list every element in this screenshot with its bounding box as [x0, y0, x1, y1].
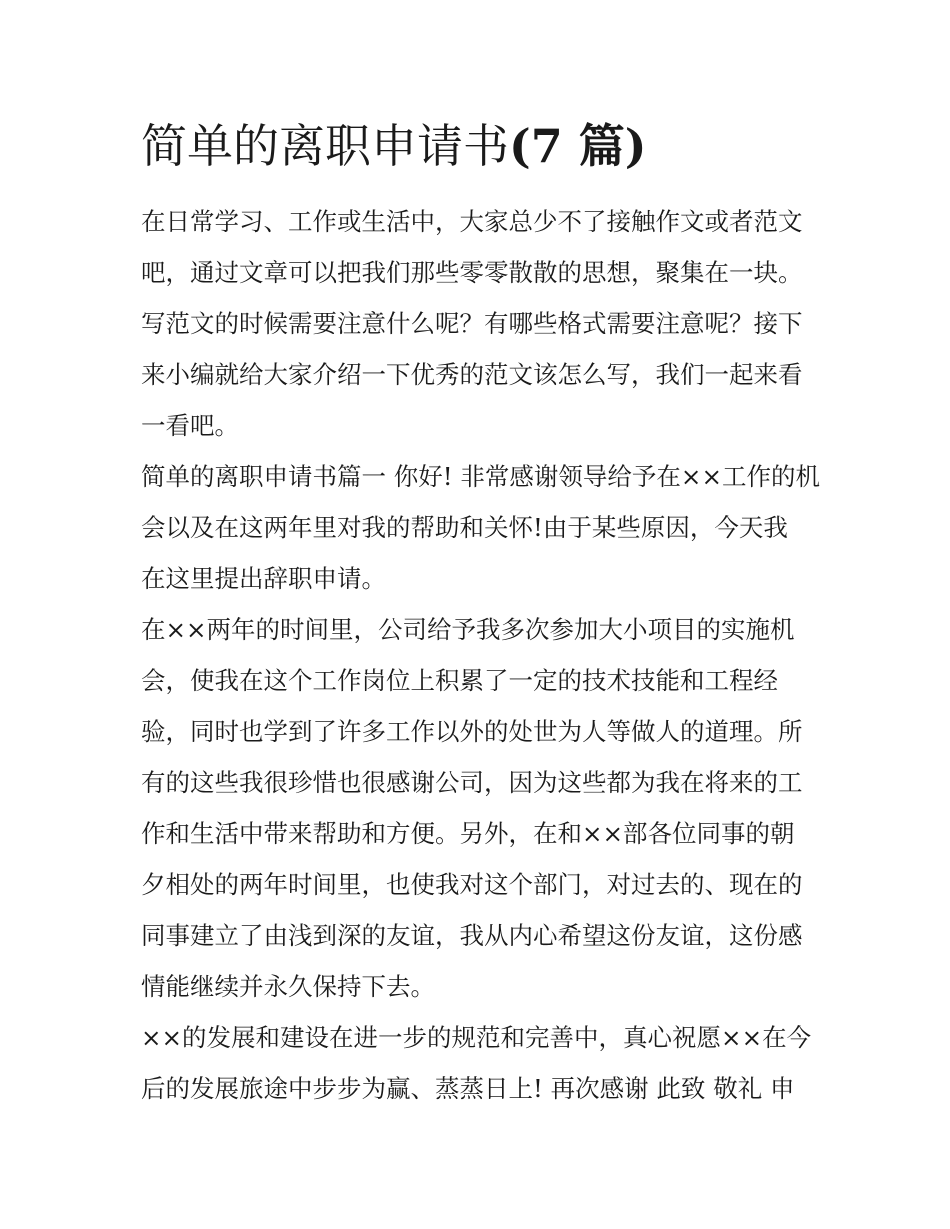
paragraph-letter-closing — [141, 1012, 813, 1114]
text-line: 会以及在这两年里对我的帮助和关怀!由于某些原因，今天我 — [141, 513, 788, 542]
text-line: 在日常学习、工作或生活中，大家总少不了接触作文或者范文 — [141, 207, 803, 236]
text-line: 来小编就给大家介绍一下优秀的范文该怎么写，我们一起来看 — [141, 360, 803, 389]
text-line: 作和生活中带来帮助和方便。另外，在和××部各位同事的朝 — [141, 819, 795, 848]
paragraph-letter-body — [141, 604, 813, 1012]
text-line: 有的这些我很珍惜也很感谢公司，因为这些都为我在将来的工 — [141, 768, 803, 797]
text-line: 会，使我在这个工作岗位上积累了一定的技术技能和工程经 — [141, 666, 778, 695]
text-line: 验，同时也学到了许多工作以外的处世为人等做人的道理。所 — [141, 717, 803, 746]
text-line: 夕相处的两年时间里，也使我对这个部门，对过去的、现在的 — [141, 870, 803, 899]
text-line: 同事建立了由浅到深的友谊，我从内心希望这份友谊，这份感 — [141, 921, 803, 950]
text-line: ××的发展和建设在进一步的规范和完善中，真心祝愿××在今 — [141, 1023, 812, 1052]
title-count: (7 篇) — [509, 119, 647, 173]
text-line: 情能继续并永久保持下去。 — [141, 972, 435, 1001]
text-line: 一看吧。 — [141, 411, 239, 440]
text-line: 写范文的时候需要注意什么呢？有哪些格式需要注意呢？接下 — [141, 309, 803, 338]
title-text: 简单的离职申请书 — [141, 119, 509, 173]
paragraph-intro — [141, 196, 813, 451]
text-line: 简单的离职申请书篇一 你好! 非常感谢领导给予在××工作的机 — [141, 462, 820, 491]
text-line: 吧，通过文章可以把我们那些零零散散的思想，聚集在一块。 — [141, 258, 803, 287]
text-line: 后的发展旅途中步步为赢、蒸蒸日上! 再次感谢 此致 敬礼 申 — [141, 1074, 795, 1103]
text-line: 在这里提出辞职申请。 — [141, 564, 386, 593]
document-body — [141, 196, 820, 1114]
document-title — [141, 113, 841, 179]
paragraph-letter-opening — [141, 451, 820, 604]
text-line: 在××两年的时间里，公司给予我多次参加大小项目的实施机 — [141, 615, 795, 644]
